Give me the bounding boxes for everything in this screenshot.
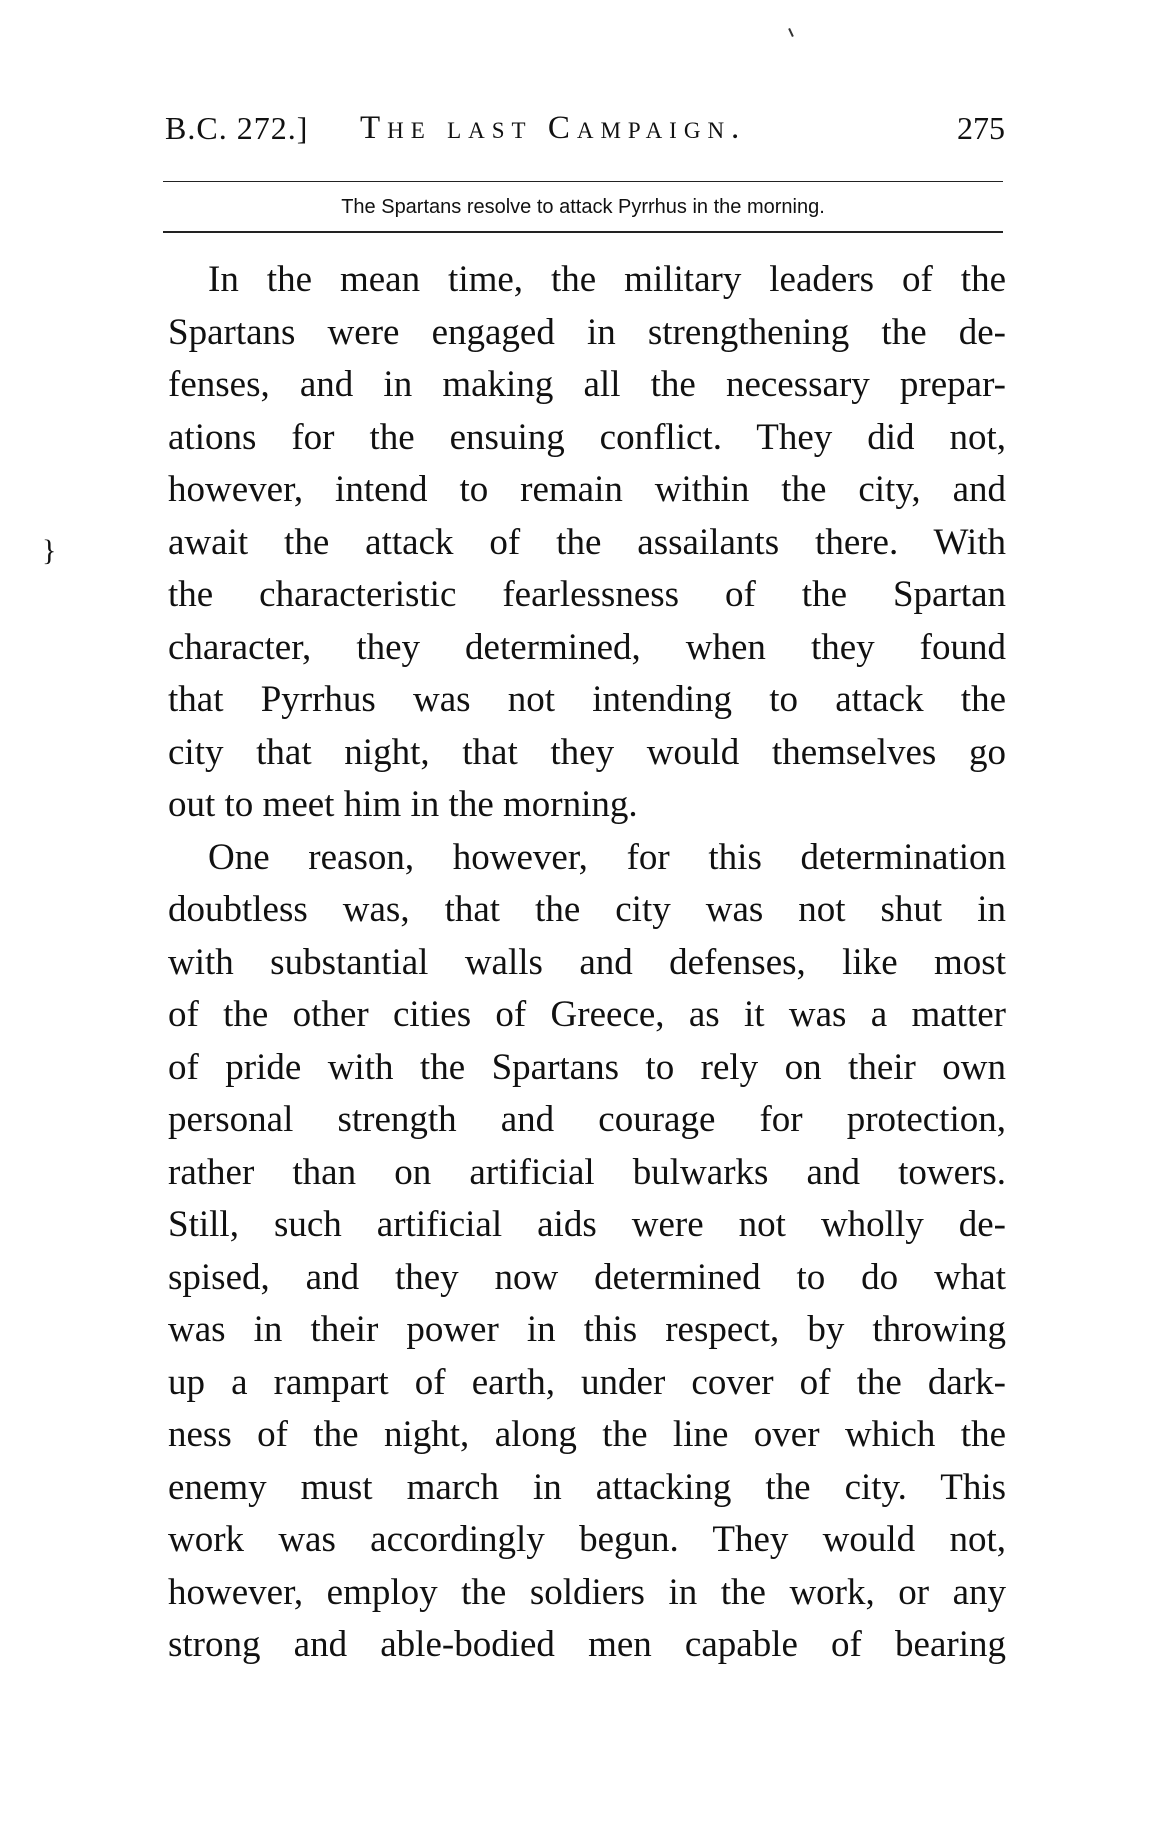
- stray-pen-mark: [788, 28, 794, 37]
- text-line: work was accordingly begun. They would not,: [168, 1519, 1006, 1560]
- text-line: however, intend to remain within the city, and: [168, 469, 1006, 510]
- text-line: character, they determined, when they found: [168, 626, 1006, 668]
- text-line: of the other cities of Greece, as it was a matter: [168, 994, 1006, 1035]
- header-rule-bottom: [163, 231, 1003, 233]
- text-line: Spartans were engaged in strengthening the de-: [168, 311, 1006, 353]
- text-line: spised, and they now determined to do what: [168, 1256, 1006, 1298]
- text-line: personal strength and courage for protection,: [168, 1099, 1006, 1140]
- header-title: The last Campaign.: [360, 110, 747, 146]
- text-line: ations for the ensuing conflict. They did not,: [168, 416, 1006, 458]
- text-line: In the mean time, the military leaders of the: [208, 259, 1006, 300]
- text-line: Still, such artificial aids were not wholly de-: [168, 1204, 1006, 1245]
- header-rule-top: [163, 181, 1003, 182]
- page-number: 275: [957, 110, 1005, 146]
- section-subheading: The Spartans resolve to attack Pyrrhus in the morning.: [341, 196, 825, 218]
- text-line: doubtless was, that the city was not shut in: [168, 889, 1006, 930]
- text-line: out to meet him in the morning.: [168, 784, 638, 825]
- margin-mark: }: [42, 534, 57, 567]
- text-line: up a rampart of earth, under cover of the dark-: [168, 1361, 1006, 1403]
- header-date: B.C. 272.]: [165, 110, 309, 146]
- text-line: that Pyrrhus was not intending to attack the: [168, 679, 1006, 720]
- text-line: however, employ the soldiers in the work, or any: [168, 1571, 1006, 1613]
- text-line: rather than on artificial bulwarks and towers.: [168, 1151, 1006, 1193]
- text-line: await the attack of the assailants there. With: [168, 521, 1006, 563]
- text-line: enemy must march in attacking the city. This: [168, 1466, 1006, 1508]
- text-line: was in their power in this respect, by throwing: [168, 1309, 1006, 1350]
- text-line: with substantial walls and defenses, like most: [168, 941, 1006, 983]
- text-line: ness of the night, along the line over which the: [168, 1414, 1006, 1455]
- text-line: city that night, that they would themselves go: [168, 731, 1006, 773]
- text-line: the characteristic fearlessness of the Spartan: [168, 574, 1006, 615]
- body-text: [168, 254, 1006, 1672]
- running-head: [165, 110, 1005, 160]
- text-line: of pride with the Spartans to rely on their own: [168, 1046, 1006, 1088]
- text-line: fenses, and in making all the necessary prepar-: [168, 364, 1006, 405]
- text-line: strong and able-bodied men capable of bearing: [168, 1624, 1006, 1665]
- text-line: One reason, however, for this determination: [208, 836, 1006, 878]
